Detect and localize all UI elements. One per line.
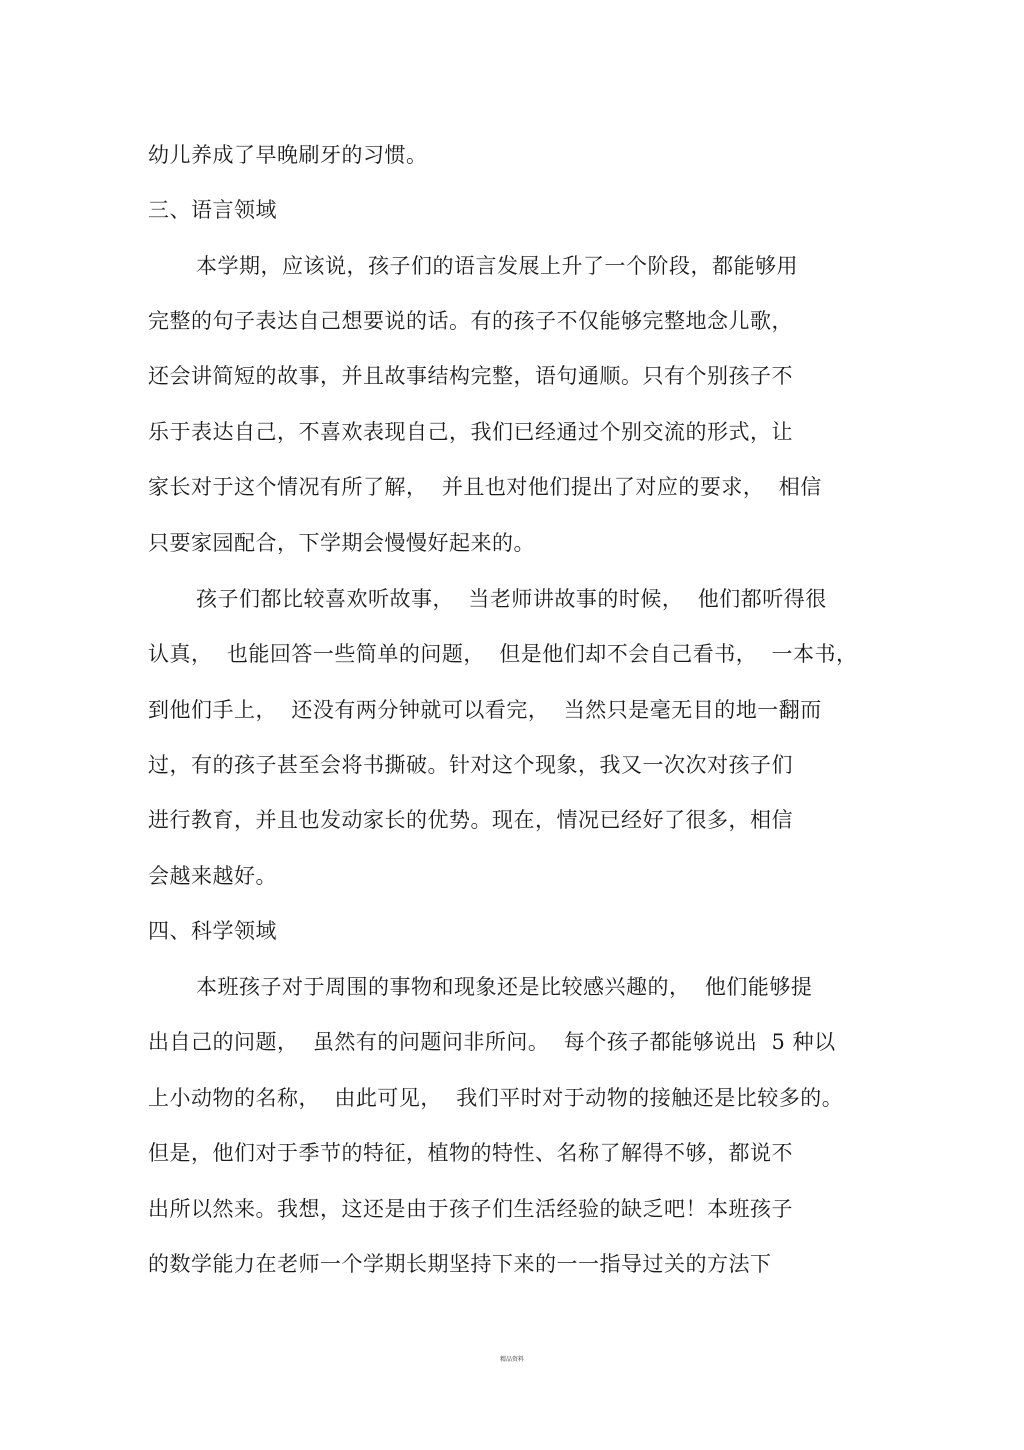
text-line: 上小动物的名称， 由此可见， 我们平时对于动物的接触还是比较多的。	[148, 1086, 844, 1110]
text-line: 出所以然来。我想，这还是由于孩子们生活经验的缺乏吧！本班孩子	[148, 1197, 793, 1221]
text-line: 本学期，应该说，孩子们的语言发展上升了一个阶段，都能够用	[196, 254, 798, 278]
text-line: 认真， 也能回答一些简单的问题， 但是他们却不会自己看书， 一本书，	[148, 642, 858, 666]
text-line: 进行教育，并且也发动家长的优势。现在，情况已经好了很多，相信	[148, 808, 793, 832]
section-heading: 三、语言领域	[148, 198, 277, 222]
text-line: 还会讲简短的故事，并且故事结构完整，语句通顺。只有个别孩子不	[148, 364, 793, 388]
section-heading: 四、科学领域	[148, 919, 277, 943]
text-line: 幼儿养成了早晚刷牙的习惯。	[148, 143, 428, 167]
text-line: 完整的句子表达自己想要说的话。有的孩子不仅能够完整地念儿歌，	[148, 309, 793, 333]
text-line: 乐于表达自己，不喜欢表现自己，我们已经通过个别交流的形式，让	[148, 420, 793, 444]
text-line: 家长对于这个情况有所了解， 并且也对他们提出了对应的要求， 相信	[148, 475, 822, 499]
text-line: 会越来越好。	[148, 864, 277, 888]
page-footer: 精品资料	[499, 1356, 524, 1363]
text-line: 出自己的问题， 虽然有的问题问非所问。 每个孩子都能够说出 5 种以	[148, 1030, 836, 1054]
text-line: 过，有的孩子甚至会将书撕破。针对这个现象，我又一次次对孩子们	[148, 753, 793, 777]
text-line: 只要家园配合，下学期会慢慢好起来的。	[148, 531, 535, 555]
text-line: 孩子们都比较喜欢听故事， 当老师讲故事的时候， 他们都听得很	[196, 587, 827, 611]
text-line: 的数学能力在老师一个学期长期坚持下来的一一指导过关的方法下	[148, 1252, 772, 1276]
text-line: 到他们手上， 还没有两分钟就可以看完， 当然只是毫无目的地一翻而	[148, 698, 822, 722]
text-line: 本班孩子对于周围的事物和现象还是比较感兴趣的， 他们能够提	[196, 975, 813, 999]
text-line: 但是，他们对于季节的特征，植物的特性、名称了解得不够，都说不	[148, 1141, 793, 1165]
